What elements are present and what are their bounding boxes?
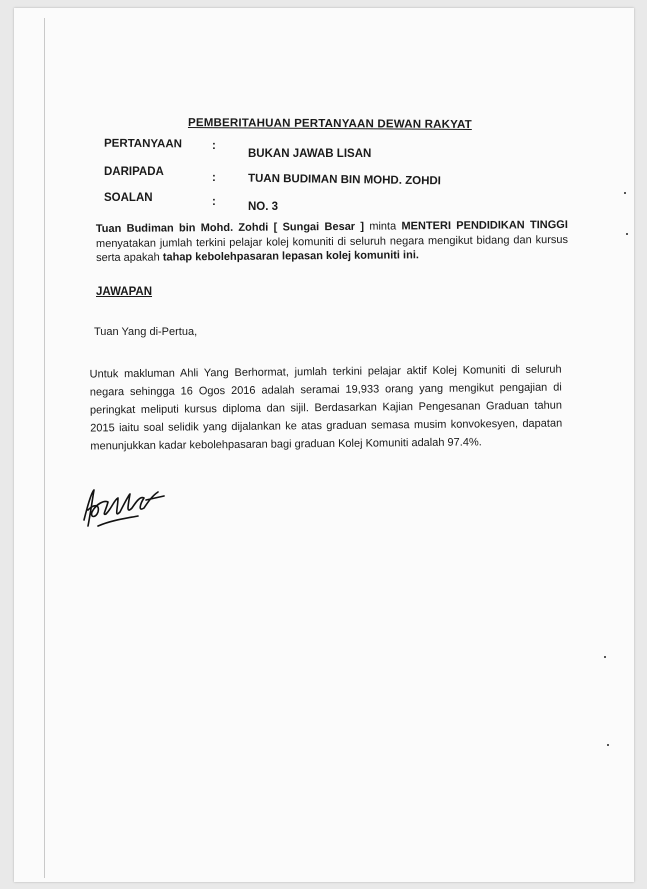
scan-speck — [607, 744, 609, 746]
page-edge-line — [44, 18, 45, 878]
meta-colon: : — [212, 196, 216, 208]
question-paragraph — [96, 218, 568, 266]
meta-value-daripada: TUAN BUDIMAN BIN MOHD. ZOHDI — [247, 172, 442, 188]
greeting: Tuan Yang di-Pertua, — [94, 326, 198, 338]
scan-speck — [626, 233, 628, 235]
meta-label-soalan: SOALAN — [104, 192, 153, 204]
answer-heading: JAWAPAN — [96, 286, 153, 298]
question-text-1: minta — [363, 220, 402, 233]
answer-paragraph: Untuk makluman Ahli Yang Berhormat, jumlah terkini pelajar aktif Kolej Komuniti di seluruh negara sehingga 16 Ogos 2016 adalah seramai 19,933 orang yang mengikut pengajian di peringkat meliputi kursus diploma dan sijil. Berdasarkan Kajian Pengesanan Graduan tahun 2015 iaitu soal selidik yang dijalankan ke atas graduan semasa musim konvokesyen, dapatan menunjukkan kadar kebolehpasaran bagi graduan Kolej Komuniti adalah 97.4%. — [89, 363, 563, 453]
document-title: PEMBERITAHUAN PERTANYAAN DEWAN RAKYAT — [187, 117, 472, 131]
question-emphasis: tahap kebolehpasaran lepasan kolej komuniti ini. — [162, 249, 419, 264]
handwritten-signature — [78, 482, 168, 532]
meta-colon: : — [212, 140, 216, 152]
meta-label-pertanyaan: PERTANYAAN — [103, 137, 183, 151]
scan-speck — [624, 192, 626, 194]
meta-colon: : — [212, 172, 216, 184]
question-text-2: menyatakan jumlah terkini pelajar kolej komuniti di seluruh negara mengikut bidang dan kursus serta apakah — [95, 233, 569, 265]
meta-label-daripada: DARIPADA — [104, 166, 164, 178]
question-minister: MENTERI PENDIDIKAN TINGGI — [401, 218, 568, 233]
meta-value-pertanyaan: BUKAN JAWAB LISAN — [248, 148, 372, 160]
question-asker: Tuan Budiman bin Mohd. Zohdi [ Sungai Besar ] — [95, 220, 365, 236]
meta-value-soalan: NO. 3 — [248, 201, 279, 213]
scan-speck — [604, 656, 606, 658]
